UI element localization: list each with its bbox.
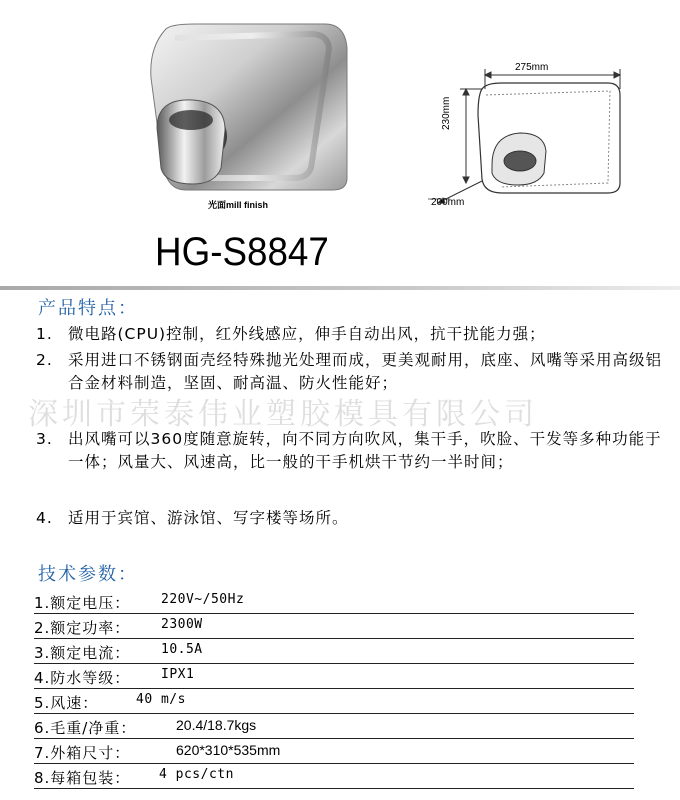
- spec-label: 3.额定电流：: [34, 644, 131, 662]
- spec-row: [34, 714, 634, 739]
- divider: [0, 286, 680, 290]
- feature-text: 微电路(CPU)控制，红外线感应，伸手自动出风，抗干扰能力强；: [68, 325, 546, 343]
- spec-value: 2300W: [161, 617, 203, 632]
- spec-value: 4 pcs/ctn: [159, 767, 234, 782]
- spec-label: 6.毛重/净重：: [34, 719, 137, 737]
- spec-label: 1.额定电压：: [34, 594, 131, 612]
- feature-text: 适用于宾馆、游泳馆、写字楼等场所。: [68, 509, 349, 527]
- spec-row: [34, 664, 634, 689]
- spec-row: [34, 739, 634, 764]
- spec-row: [34, 589, 634, 614]
- width-dimension-label: 275mm: [515, 62, 549, 73]
- spec-row: [34, 689, 634, 714]
- spec-label: 5.风速：: [34, 694, 99, 712]
- spec-value: IPX1: [161, 667, 195, 682]
- spec-label: 8.每箱包装：: [34, 769, 131, 787]
- company-watermark: 深圳市荣泰伟业塑胶模具有限公司: [28, 397, 538, 432]
- features-title: 产品特点：: [38, 298, 138, 319]
- depth-dimension-label: 200mm: [431, 197, 465, 208]
- spec-label: 4.防水等级：: [34, 669, 131, 687]
- spec-value: 10.5A: [161, 642, 203, 657]
- dimension-drawing: [420, 55, 635, 215]
- spec-row: [34, 764, 634, 789]
- spec-label: 7.外箱尺寸：: [34, 744, 131, 762]
- feature-number: 2.: [36, 351, 53, 369]
- spec-value: 40 m/s: [136, 692, 186, 707]
- product-photo: [135, 18, 355, 218]
- model-number: HG-S8847: [155, 230, 329, 274]
- height-dimension-label: 230mm: [441, 96, 452, 130]
- spec-row: [34, 614, 634, 639]
- feature-number: 1.: [36, 325, 53, 343]
- feature-text: 出风嘴可以360度随意旋转，向不同方向吹风，集干手，吹脸、干发等多种功能于一体；风量大、风速高，比一般的干手机烘干节约一半时间；: [68, 430, 662, 471]
- feature-text: 采用进口不锈钢面壳经特殊抛光处理而成，更美观耐用，底座、风嘴等采用高级铝合金材料制造，坚固、耐高温、防火性能好；: [68, 351, 663, 392]
- spec-value: 220V~/50Hz: [161, 592, 245, 607]
- feature-number: 4.: [36, 509, 53, 527]
- spec-row: [34, 639, 634, 664]
- spec-value: 20.4/18.7kgs: [176, 717, 257, 733]
- photo-caption: 光面mill finish: [208, 200, 269, 210]
- spec-label: 2.额定功率：: [34, 619, 131, 637]
- specs-title: 技术参数：: [38, 564, 138, 585]
- feature-number: 3.: [36, 430, 53, 448]
- spec-value: 620*310*535mm: [176, 742, 281, 758]
